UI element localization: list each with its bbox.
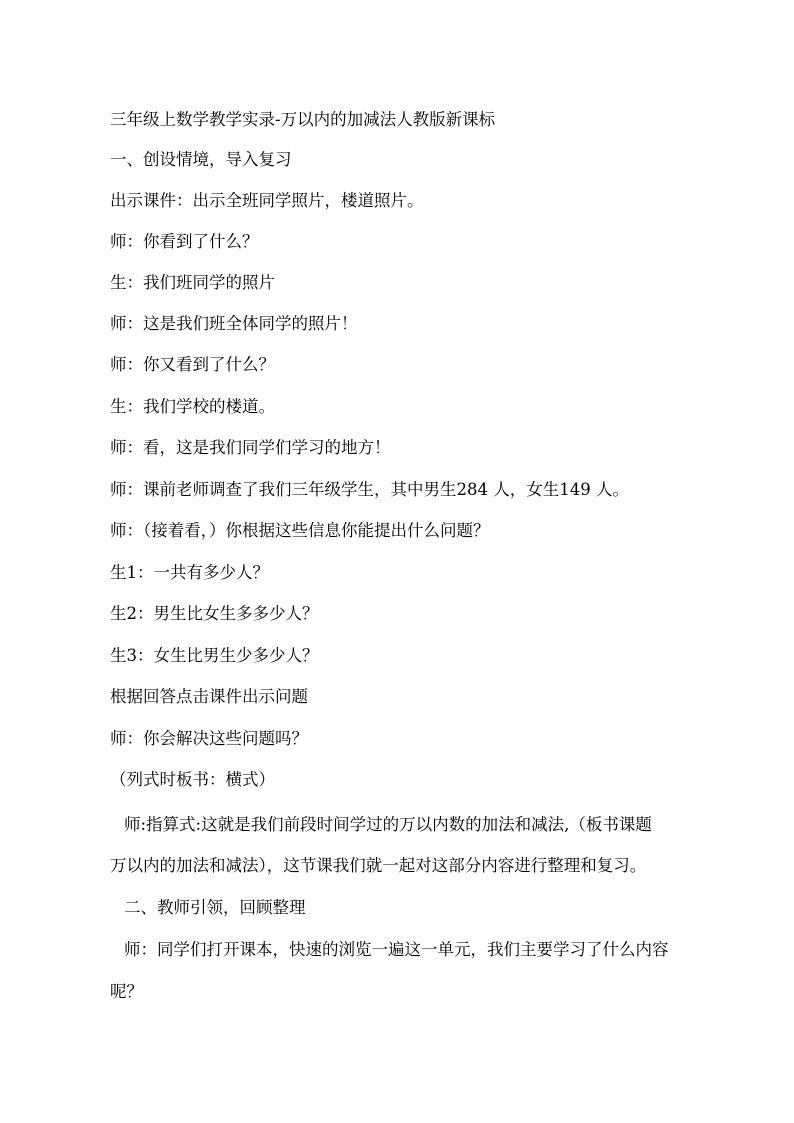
section-heading-2: 二、教师引领，回顾整理: [124, 898, 306, 917]
paragraph: 出示课件：出示全班同学照片，楼道照片。: [110, 191, 424, 210]
paragraph: 师：这是我们班全体同学的照片！: [110, 314, 358, 333]
paragraph: 生2：男生比女生多多少人？: [110, 604, 319, 623]
paragraph: 生1：一共有多少人？: [110, 563, 269, 582]
paragraph: 根据回答点击课件出示问题: [110, 687, 308, 706]
paragraph: 生：我们班同学的照片: [110, 273, 275, 292]
paragraph-line: 师:指算式:这就是我们前段时间学过的万以内数的加法和减法,（板书课题: [124, 815, 652, 834]
paragraph: 生：我们学校的楼道。: [110, 397, 275, 416]
paragraph: 师：你会解决这些问题吗？: [110, 729, 308, 748]
paragraph: 师：（接着看，）你根据这些信息你能提出什么问题？: [110, 521, 490, 540]
section-heading-1: 一、创设情境，导入复习: [110, 150, 292, 169]
paragraph: 师：你看到了什么？: [110, 232, 259, 251]
paragraph-line: 万以内的加法和减法），这节课我们就一起对这部分内容进行整理和复习。: [110, 856, 647, 875]
document-title: 三年级上数学教学实录-万以内的加减法人教版新课标: [110, 110, 496, 129]
paragraph-line: 呢？: [110, 982, 143, 1001]
paragraph: 师：课前老师调查了我们三年级学生，其中男生284 人，女生149 人。: [110, 480, 629, 499]
paragraph: 师：你又看到了什么？: [110, 355, 275, 374]
paragraph: 生3：女生比男生少多少人？: [110, 646, 319, 665]
paragraph: （列式时板书：横式）: [110, 770, 275, 789]
paragraph: 师：看，这是我们同学们学习的地方！: [110, 438, 391, 457]
paragraph-line: 师：同学们打开课本，快速的浏览一遍这一单元，我们主要学习了什么内容: [124, 940, 669, 959]
